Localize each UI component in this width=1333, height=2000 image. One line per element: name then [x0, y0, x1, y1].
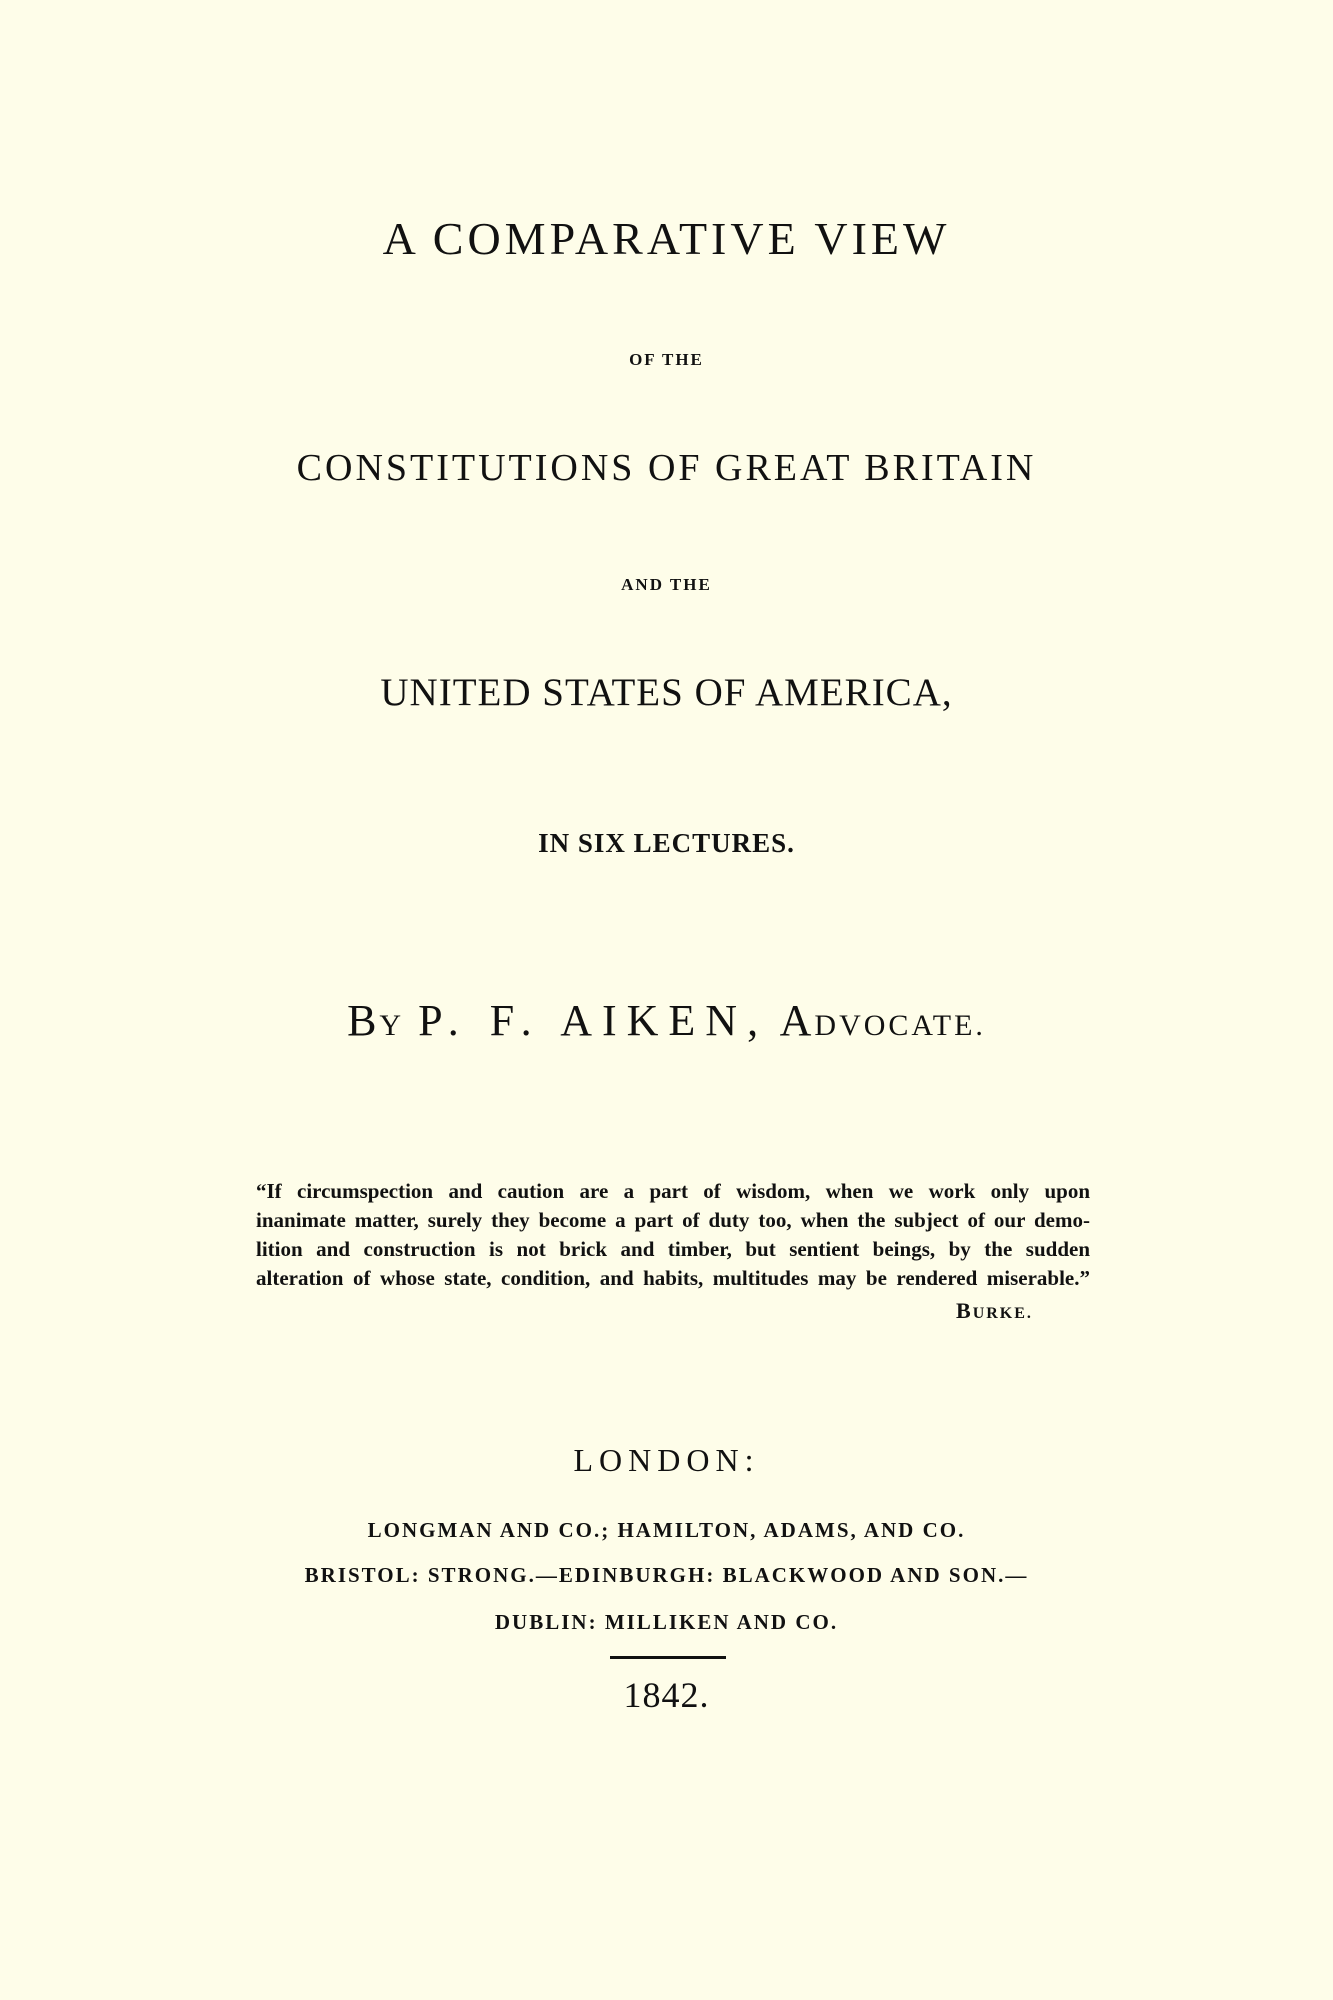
imprint-publishers-line-3: DUBLIN: MILLIKEN AND CO.: [494, 1610, 839, 1634]
imprint-publishers-line-1: LONGMAN AND CO.; HAMILTON, ADAMS, AND CO.: [367, 1518, 966, 1542]
byline: [0, 995, 1333, 1046]
title-line-3: UNITED STATES OF AMERICA,: [380, 671, 953, 714]
title-line-2: CONSTITUTIONS OF GREAT BRITAIN: [296, 447, 1037, 489]
epigraph-line: lition and construction is not brick and timber, but sentient beings, by the sudden: [256, 1237, 1090, 1261]
epigraph-line: “If circumspection and caution are a part of wisdom, when we work only upon: [256, 1179, 1090, 1203]
title-connector-of-the: OF THE: [629, 350, 704, 369]
byline-by-initial: B: [347, 996, 380, 1045]
epigraph-attribution: [956, 1298, 1033, 1324]
title-connector-and-the: AND THE: [621, 575, 712, 594]
epigraph-line: inanimate matter, surely they become a part of duty too, when the subject of our demo-: [256, 1208, 1090, 1232]
publication-year: 1842.: [623, 1675, 710, 1715]
epigraph: [256, 1177, 1090, 1293]
byline-role-initial: A: [779, 996, 815, 1045]
attribution-initial: B: [956, 1298, 973, 1323]
subtitle: IN SIX LECTURES.: [538, 828, 795, 858]
imprint-city: LONDON:: [573, 1442, 760, 1478]
imprint-publishers-line-2: BRISTOL: STRONG.—EDINBURGH: BLACKWOOD AND SON.—: [304, 1563, 1029, 1587]
attribution-rest: URKE.: [972, 1305, 1033, 1322]
divider-rule: [610, 1656, 726, 1659]
title-line-1: A COMPARATIVE VIEW: [382, 213, 951, 264]
author-name: P. F. AIKEN,: [418, 996, 769, 1045]
epigraph-line: alteration of whose state, condition, and habits, multitudes may be rendered miserable.”: [256, 1266, 1090, 1290]
byline-role-rest: DVOCATE.: [814, 1009, 986, 1042]
byline-by-rest: Y: [379, 1009, 405, 1042]
